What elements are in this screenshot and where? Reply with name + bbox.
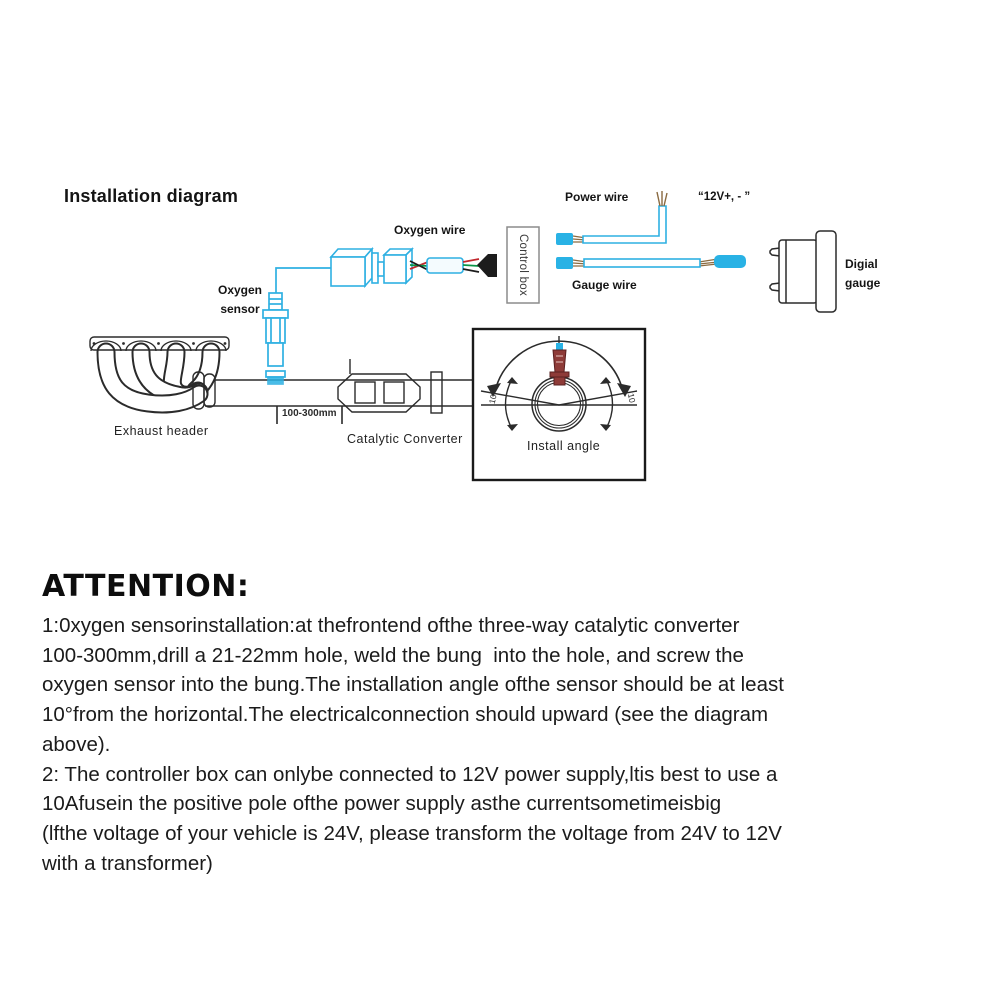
power-wire-label: Power wire — [565, 190, 629, 204]
exhaust-header-art — [106, 352, 211, 404]
attention-heading: ATTENTION: — [42, 569, 250, 604]
gauge-wire-label: Gauge wire — [572, 278, 637, 292]
exhaust-header-label: Exhaust header — [114, 424, 209, 438]
oxygen-wire-label: Oxygen wire — [394, 223, 466, 237]
exhaust-pipe-art — [205, 380, 473, 406]
catalytic-converter-label: Catalytic Converter — [347, 432, 463, 446]
angle-value-left: 10 — [486, 393, 499, 405]
attention-line-1: 1:0xygen sensorinstallation:at thefrontend ofthe three-way catalytic converter — [42, 614, 740, 637]
digital-gauge-label-line1: Digial — [845, 257, 878, 271]
attention-line-6: 2: The controller box can onlybe connected to 12V power supply,ltis best to use a — [42, 762, 778, 786]
digital-gauge-label — [845, 255, 880, 293]
attention-section — [42, 569, 972, 878]
gauge-wire-art — [556, 255, 746, 269]
page-title: Installation diagram — [64, 186, 239, 206]
oxygen-sensor-label-line1: Oxygen — [217, 283, 262, 297]
install-angle-box-art — [473, 329, 645, 480]
oxygen-wire-art — [410, 254, 497, 277]
digital-gauge-label-line2: gauge — [845, 276, 881, 290]
attention-line-5: above). — [42, 732, 111, 756]
angle-value-right: 10 — [625, 392, 638, 404]
digital-gauge-art — [770, 231, 836, 312]
voltage-label: “12V+, - ” — [698, 191, 751, 203]
control-box-label: Control box — [517, 233, 529, 297]
attention-line-8: (lfthe voltage of your vehicle is 24V, please transform the voltage from 24V to 12V — [42, 821, 782, 845]
attention-line-7: 10Afusein the positive pole ofthe power supply asthe currentsometimeisbig — [42, 792, 722, 816]
oxygen-sensor-art — [263, 268, 332, 384]
attention-line-3: oxygen sensor into the bung.The installation angle ofthe sensor should be at least — [42, 673, 784, 697]
attention-line-2: 100-300mm,drill a 21-22mm hole, weld the bung into the hole, and screw the — [42, 643, 744, 667]
attention-line-4: 10°from the horizontal.The electricalconnection should upward (see the diagram — [42, 703, 769, 727]
oxygen-sensor-label-line2: sensor — [220, 302, 260, 316]
install-angle-label: Install angle — [527, 439, 601, 453]
sensor-connector-art — [331, 249, 412, 286]
attention-line-9: with a transformer) — [42, 851, 213, 875]
oxygen-sensor-label — [212, 281, 268, 319]
distance-label: 100-300mm — [282, 408, 337, 419]
